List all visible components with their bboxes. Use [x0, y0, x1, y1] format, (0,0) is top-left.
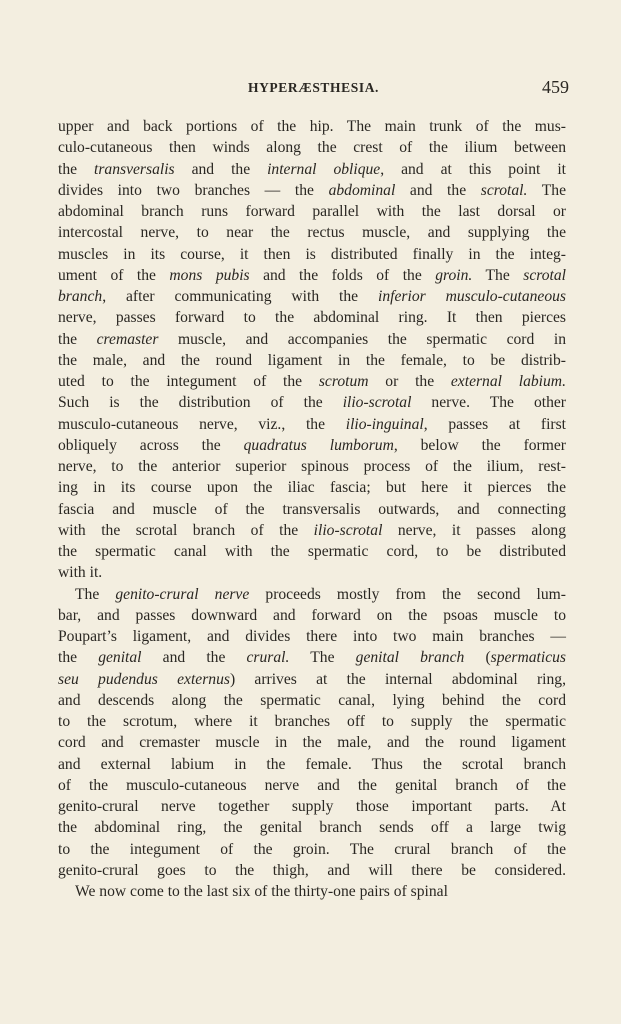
text-line: [58, 116, 566, 137]
text-line: [58, 244, 566, 265]
italic-text: transversalis: [94, 160, 175, 178]
italic-text: scrotal: [523, 266, 566, 284]
text-span: culo-cutaneous then winds along the crest of the ilium between: [58, 139, 566, 157]
text-span: and the: [174, 160, 268, 178]
text-line: [58, 775, 566, 796]
italic-text: quadratus lumborum: [243, 436, 394, 454]
text-span: and descends along the spermatic canal, lying behind the cord: [58, 691, 566, 709]
text-line: [58, 754, 566, 775]
italic-text: scrotum: [318, 373, 369, 390]
text-line: [58, 817, 566, 838]
text-line: [58, 456, 566, 477]
text-span: muscles in its course, it then is distributed finally in the integ-: [58, 245, 566, 263]
text-span: upper and back portions of the hip. The main trunk of the mus-: [58, 118, 566, 135]
text-span: the abdominal ring, the genital branch sends off a large twig: [58, 819, 566, 837]
text-line: [58, 392, 566, 413]
text-span: The: [527, 181, 566, 199]
text-span: The: [75, 585, 116, 603]
text-span: The: [289, 649, 356, 667]
text-line: [58, 477, 566, 498]
text-line: [58, 711, 566, 732]
running-title: HYPERÆSTHESIA.: [247, 80, 380, 95]
text-span: and the folds of the: [249, 266, 436, 284]
text-span: Such is the distribution of the: [58, 394, 343, 412]
italic-text: genital: [98, 649, 142, 667]
text-line: [58, 435, 566, 456]
italic-text: groin.: [435, 266, 473, 284]
text-line: [58, 371, 566, 392]
page-header: [58, 77, 569, 97]
italic-text: abdominal: [328, 181, 396, 199]
text-line: [58, 881, 566, 902]
text-line: [58, 329, 566, 350]
text-line: [58, 265, 566, 286]
text-span: bar, and passes downward and forward on the psoas muscle to: [58, 606, 566, 624]
text-span: intercostal nerve, to near the rectus muscle, and supplying the: [58, 224, 566, 242]
text-line: [58, 201, 566, 222]
text-span: with the scrotal branch of the: [58, 521, 314, 539]
text-span: (: [464, 649, 491, 667]
text-span: to the integument of the groin. The crural branch of the: [58, 840, 566, 858]
text-span: musculo-cutaneous nerve, viz., the: [58, 415, 346, 433]
text-line: [58, 180, 566, 201]
text-span: or the: [368, 373, 451, 390]
text-span: divides into two branches — the: [58, 181, 329, 199]
text-span: obliquely across the: [58, 436, 244, 454]
text-span: genito-crural nerve together supply those important parts. At: [58, 798, 566, 815]
italic-text: external labium.: [450, 373, 566, 390]
text-span: Poupart’s ligament, and divides there into two main branches —: [58, 628, 566, 645]
italic-text: ilio-scrotal: [342, 394, 412, 412]
text-line: [58, 605, 566, 626]
italic-text: genital branch: [355, 649, 465, 667]
text-span: and the: [395, 181, 481, 199]
text-line: [58, 137, 566, 158]
text-span: uted to the integument of the: [58, 373, 319, 390]
text-line: [58, 669, 566, 690]
text-span: ing in its course upon the iliac fascia; but here it pierces the: [58, 479, 566, 497]
text-line: [58, 350, 566, 371]
text-line: [58, 732, 566, 753]
text-span: the spermatic canal with the spermatic cord, to be distributed: [58, 543, 566, 560]
text-span: fascia and muscle of the transversalis outwards, and connecting: [58, 500, 566, 518]
text-span: nerve, it passes along: [382, 521, 566, 539]
text-span: of the musculo-cutaneous nerve and the genital branch of the: [58, 776, 566, 794]
text-span: to the scrotum, where it branches off to supply the spermatic: [58, 713, 566, 730]
text-span: nerve. The other: [411, 394, 566, 412]
text-line: [58, 647, 566, 668]
text-span: the: [58, 330, 97, 348]
text-line: [58, 159, 566, 180]
text-line: [58, 286, 566, 307]
text-span: muscle, and accompanies the spermatic cord in: [158, 330, 566, 348]
text-line: [58, 499, 566, 520]
body-text: [58, 116, 566, 902]
text-span: genito-crural goes to the thigh, and will there be considered.: [58, 861, 566, 879]
text-span: nerve, passes forward to the abdominal ring. It then pierces: [58, 309, 566, 327]
text-span: the: [58, 649, 99, 667]
text-span: cord and cremaster muscle in the male, and the round ligament: [58, 734, 566, 752]
italic-text: branch: [58, 288, 103, 305]
italic-text: mons pubis: [169, 266, 250, 284]
text-line: [58, 562, 566, 583]
italic-text: inferior musculo-cutaneous: [378, 288, 566, 305]
italic-text: seu pudendus externus: [58, 670, 230, 688]
italic-text: crural.: [246, 649, 290, 667]
text-line: [58, 414, 566, 435]
text-line: [58, 690, 566, 711]
italic-text: spermaticus: [490, 649, 567, 667]
text-span: and external labium in the female. Thus the scrotal branch: [58, 755, 566, 773]
text-span: , after communicating with the: [102, 288, 379, 305]
text-span: The: [472, 266, 524, 284]
text-span: ument of the: [58, 266, 170, 284]
text-line: [58, 796, 566, 817]
text-span: the: [58, 160, 95, 178]
text-span: with it.: [58, 564, 103, 582]
text-line: [58, 541, 566, 562]
text-span: nerve, to the anterior superior spinous process of the ilium, rest-: [58, 458, 566, 475]
text-line: [58, 626, 566, 647]
text-line: [58, 520, 566, 541]
italic-text: ilio-scrotal: [313, 521, 383, 539]
text-span: ) arrives at the internal abdominal ring,: [229, 670, 566, 688]
italic-text: scrotal.: [480, 181, 528, 199]
italic-text: internal oblique: [267, 160, 381, 178]
text-span: abdominal branch runs forward parallel with the last dorsal or: [58, 203, 566, 220]
italic-text: genito-crural nerve: [115, 585, 250, 603]
text-span: , below the former: [393, 436, 566, 454]
text-line: [58, 307, 566, 328]
text-span: , and at this point it: [380, 160, 566, 178]
text-span: We now come to the last six of the thirty-one pairs of spinal: [75, 883, 448, 900]
text-line: [58, 839, 566, 860]
text-line: [58, 584, 566, 605]
italic-text: ilio-inguinal: [345, 415, 424, 433]
text-line: [58, 860, 566, 881]
text-span: , passes at first: [423, 415, 566, 433]
text-line: [58, 222, 566, 243]
text-span: proceeds mostly from the second lum-: [249, 585, 566, 603]
text-span: and the: [141, 649, 247, 667]
text-span: the male, and the round ligament in the female, to be distrib-: [58, 351, 566, 369]
page-number: 459: [542, 77, 569, 97]
italic-text: cremaster: [96, 330, 159, 348]
